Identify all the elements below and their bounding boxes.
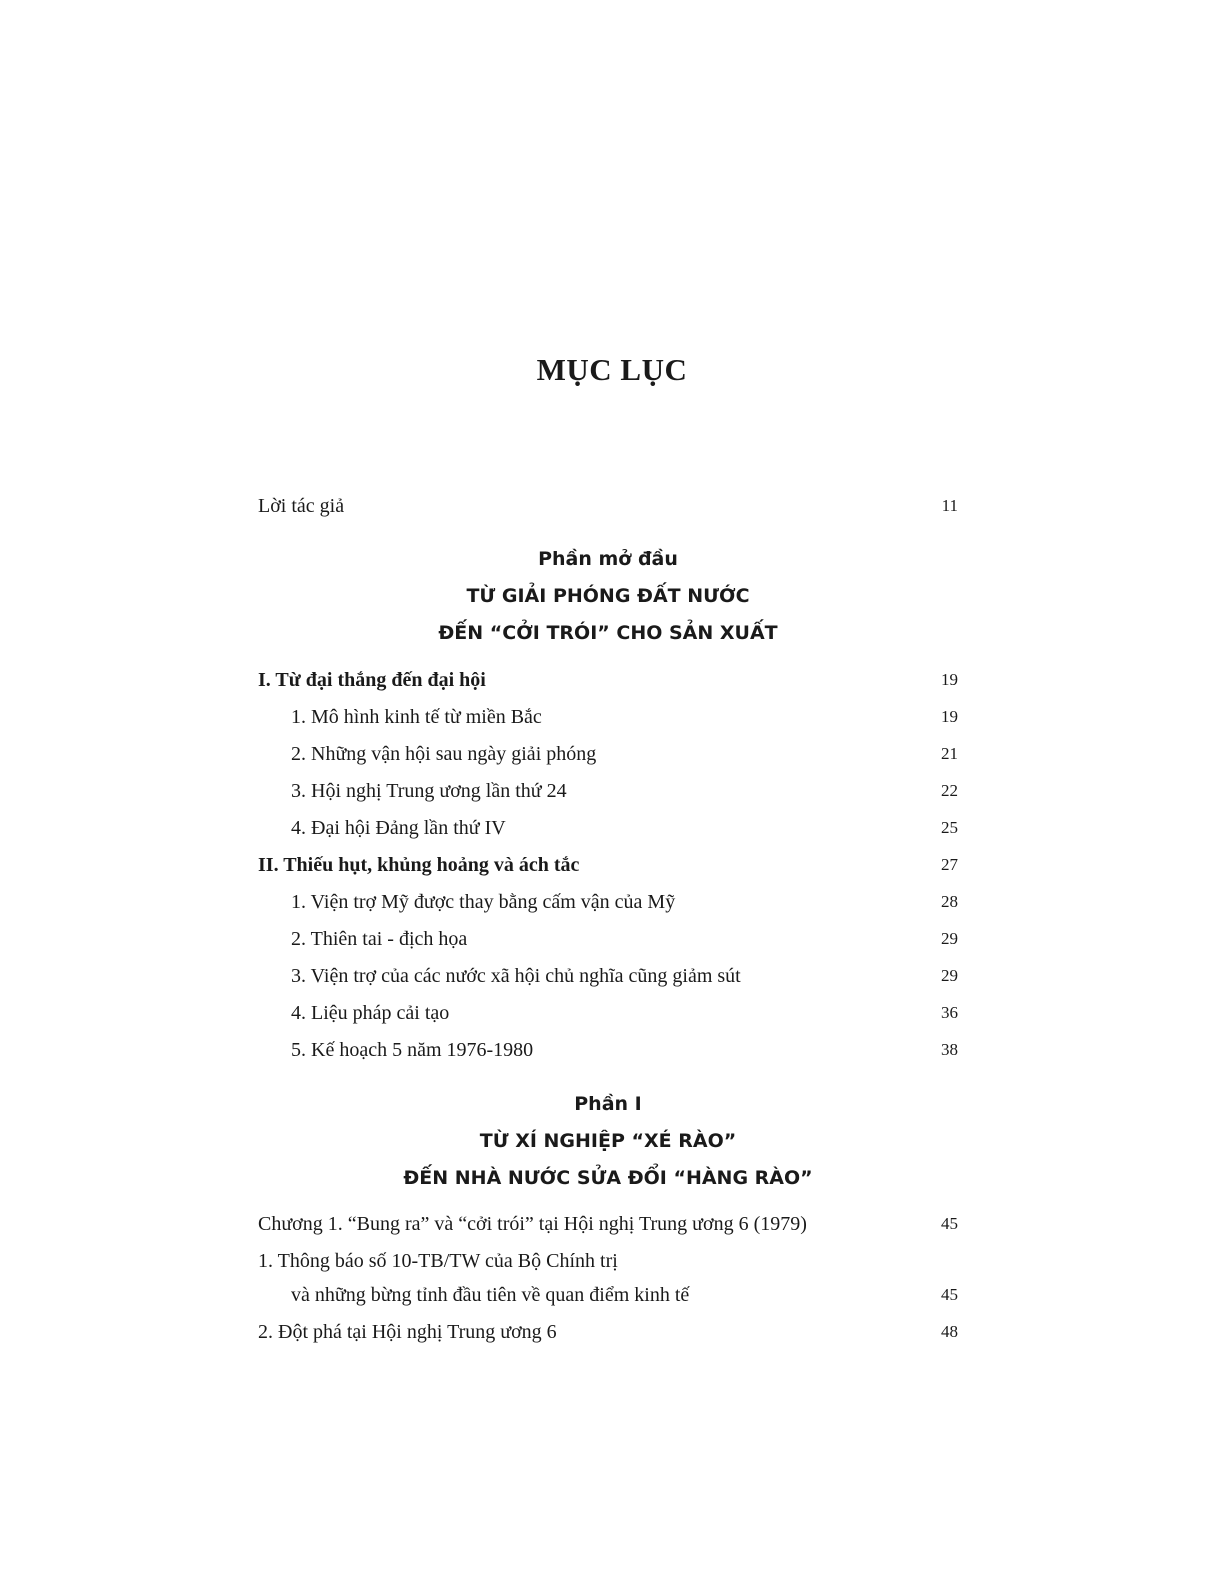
toc-entry-page: 27	[941, 855, 958, 874]
page-title: MỤC LỤC	[536, 352, 688, 387]
toc-entry[interactable]	[258, 926, 958, 952]
toc-entry-label: II. Thiếu hụt, khủng hoảng và ách tắc	[258, 854, 580, 876]
toc-entry[interactable]	[258, 1037, 958, 1063]
toc-entry-label: 4. Đại hội Đảng lần thứ IV	[291, 817, 506, 839]
toc-entry-page: 11	[941, 496, 958, 515]
toc-entry-label: và những bừng tỉnh đầu tiên về quan điểm kinh tế	[291, 1284, 690, 1306]
toc-entry-page: 22	[941, 781, 958, 800]
toc-section[interactable]	[258, 667, 958, 693]
toc-entry-label: 1. Thông báo số 10-TB/TW của Bộ Chính trị	[258, 1250, 618, 1272]
toc-entry[interactable]	[258, 1319, 958, 1345]
toc-entry-page: 19	[941, 670, 958, 689]
toc-entry-continuation[interactable]	[258, 1282, 958, 1308]
part-title: TỪ XÍ NGHIỆP “XÉ RÀO”	[479, 1130, 737, 1152]
toc-entry-page: 45	[941, 1285, 958, 1304]
toc-entry-label: 4. Liệu pháp cải tạo	[291, 1002, 450, 1024]
toc-entry[interactable]	[258, 1248, 958, 1274]
toc-entry-label: Chương 1. “Bung ra” và “cởi trói” tại Hội nghị Trung ương 6 (1979)	[258, 1213, 807, 1235]
toc-entry-label: 3. Viện trợ của các nước xã hội chủ nghĩa cũng giảm sút	[291, 965, 741, 987]
toc-entry-label: I. Từ đại thắng đến đại hội	[258, 669, 486, 691]
toc-entry[interactable]	[258, 741, 958, 767]
toc-entry[interactable]	[258, 963, 958, 989]
toc-entry[interactable]	[258, 889, 958, 915]
toc-entry-page: 19	[941, 707, 958, 726]
toc-entry[interactable]	[258, 493, 958, 519]
toc-entry-label: 2. Đột phá tại Hội nghị Trung ương 6	[258, 1321, 557, 1343]
toc-entry-label: 1. Mô hình kinh tế từ miền Bắc	[291, 706, 542, 728]
toc-entry[interactable]	[258, 815, 958, 841]
part-title: ĐẾN “CỞI TRÓI” CHO SẢN XUẤT	[438, 622, 778, 644]
toc-chapter[interactable]	[258, 1211, 958, 1237]
part-label: Phần mở đầu	[538, 548, 678, 570]
toc-entry[interactable]	[258, 1000, 958, 1026]
part-title: TỪ GIẢI PHÓNG ĐẤT NƯỚC	[466, 585, 750, 607]
toc-entry-page: 36	[941, 1003, 958, 1022]
table-of-contents	[258, 0, 958, 1584]
part-title: ĐẾN NHÀ NƯỚC SỬA ĐỔI “HÀNG RÀO”	[403, 1167, 813, 1189]
toc-entry-label: 5. Kế hoạch 5 năm 1976-1980	[291, 1039, 534, 1061]
toc-section[interactable]	[258, 852, 958, 878]
toc-entry-label: Lời tác giả	[258, 495, 345, 517]
toc-entry-page: 29	[941, 929, 958, 948]
toc-entry-label: 2. Những vận hội sau ngày giải phóng	[291, 743, 597, 765]
part-label: Phần I	[574, 1093, 642, 1115]
toc-entry[interactable]	[258, 778, 958, 804]
toc-entry[interactable]	[258, 704, 958, 730]
toc-entry-label: 3. Hội nghị Trung ương lần thứ 24	[291, 780, 567, 802]
toc-entry-page: 38	[941, 1040, 958, 1059]
toc-entry-page: 21	[941, 744, 958, 763]
toc-entry-page: 25	[941, 818, 958, 837]
toc-entry-page: 48	[941, 1322, 958, 1341]
toc-entry-page: 28	[941, 892, 958, 911]
toc-entry-page: 45	[941, 1214, 958, 1233]
toc-entry-page: 29	[941, 966, 958, 985]
toc-entry-label: 1. Viện trợ Mỹ được thay bằng cấm vận của Mỹ	[291, 891, 676, 913]
toc-entry-label: 2. Thiên tai - địch họa	[291, 928, 468, 950]
